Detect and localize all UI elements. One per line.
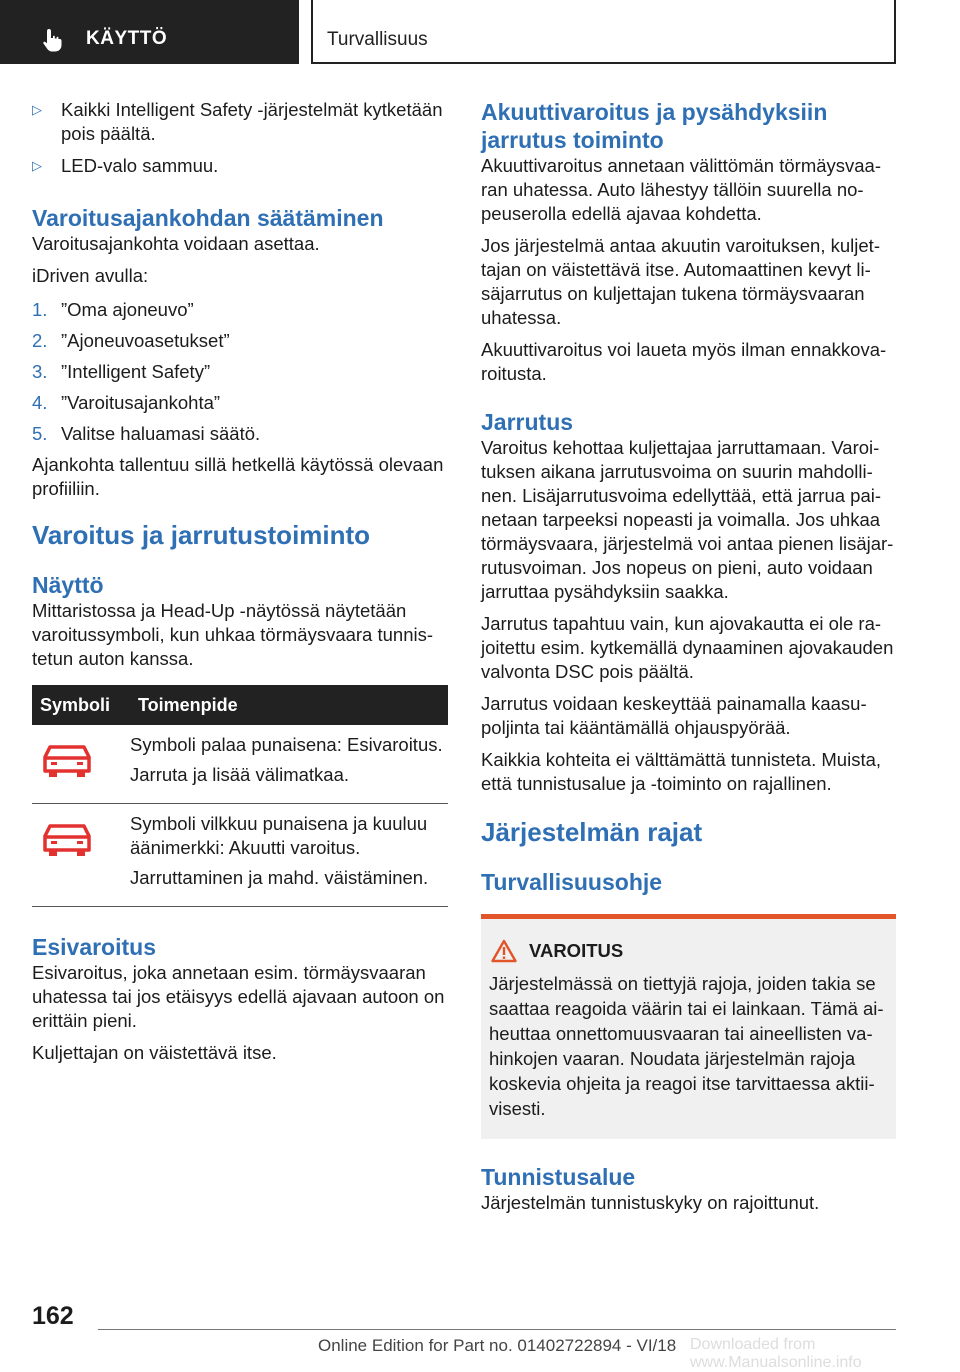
paragraph: Akuuttivaroitus voi laueta myös ilman ennakkovaroitusta.	[481, 339, 887, 384]
paragraph: Kuljettajan on väistettävä itse.	[32, 1042, 277, 1063]
bullet-list	[32, 98, 448, 178]
page-number: 162	[32, 1302, 74, 1330]
table-header-row	[32, 685, 448, 725]
column-header: Toimenpide	[130, 685, 448, 725]
list-item: 2. ”Ajoneuvoasetukset”	[32, 330, 230, 351]
list-item: 1. ”Oma ajoneuvo”	[32, 299, 194, 320]
paragraph: Ajankohta tallentuu sillä hetkellä käytössä olevaan profiiliin.	[32, 454, 444, 499]
warning-box	[481, 914, 896, 1139]
paragraph: Esivaroitus, joka annetaan esim. törmäysvaaran uhatessa tai jos etäisyys edellä ajavaan autoon on erittäin pieni.	[32, 962, 445, 1031]
heading-limits: Järjestelmän rajat	[481, 817, 703, 847]
paragraph: Varoitus kehottaa kuljettajaa jarruttamaan. Varoituksen aikana jarrutusvoima on suurin mahdollinen. Lisäjarrutusvoima edellyttää, että jarrua painetaan tarpeeksi nopeasti ja voimalla. Jos uhkaa törmäysvaara, järjestelmä voi antaa pienen lisäjarrutusvoiman. Jos nopeus on pieni, auto voidaan jarruttaa pysähdyksiin saakka.	[481, 437, 894, 602]
watermark-text: Downloaded from www.Manualsonline.info	[690, 1336, 862, 1371]
section-tab	[311, 0, 896, 64]
table-cell	[32, 804, 130, 907]
heading-acute: Akuuttivaroitus ja pysähdyksiin jarrutus toiminto	[481, 99, 828, 153]
heading-pre-warning: Esivaroitus	[32, 934, 156, 960]
chapter-label: KÄYTTÖ	[86, 28, 168, 49]
list-item: ▷ LED-valo sammuu.	[32, 155, 219, 176]
car-warning-icon	[42, 820, 92, 860]
list-item: 3. ”Intelligent Safety”	[32, 361, 211, 382]
footer-divider	[98, 1329, 896, 1330]
list-item: ▷ Kaikki Intelligent Safety -järjestelmät kytketään pois päältä.	[32, 99, 443, 144]
pointing-hand-icon	[40, 27, 66, 53]
section-label: Turvallisuus	[327, 29, 428, 50]
right-column	[481, 98, 896, 1223]
column-header: Symboli	[32, 685, 130, 725]
table-cell	[32, 725, 130, 804]
page-header	[0, 0, 960, 66]
bullet-marker: ▷	[32, 102, 42, 117]
heading-safety: Turvallisuusohje	[481, 869, 663, 895]
heading-main: Varoitus ja jarrutustoiminto	[32, 520, 371, 550]
page-footer	[0, 1296, 960, 1371]
car-warning-icon	[42, 741, 92, 781]
paragraph: iDriven avulla:	[32, 265, 149, 286]
paragraph: Varoitusajankohta voidaan asettaa.	[32, 233, 320, 254]
steps-list	[32, 298, 448, 446]
paragraph: Järjestelmän tunnistuskyky on rajoittunut.	[481, 1192, 820, 1213]
table-cell: Symboli palaa punaisena: Esivaroitus. Jarruta ja lisää välimatkaa.	[130, 725, 448, 804]
heading-timing: Varoitusajankohdan säätäminen	[32, 205, 384, 231]
warning-triangle-icon	[491, 939, 517, 963]
paragraph: Jarrutus tapahtuu vain, kun ajovakautta ei ole rajoitettu esim. kytkemällä dynaaminen ajovakauden valvonta DSC pois päältä.	[481, 613, 894, 682]
warning-text: Järjestelmässä on tiettyjä rajoja, joiden takia se saattaa reagoida väärin tai ei lainkaan. Tämä aiheuttaa onnettomuusvaaran tai aineellisten vahinkojen vaaran. Noudata järjestelmän rajoja koskevia ohjeita ja reagoi itse tarvittaessa aktiivisesti.	[489, 973, 884, 1119]
paragraph: Akuuttivaroitus annetaan välittömän törmäysvaaran uhatessa. Auto lähestyy tällöin suurella nopeuserolla edellä ajavaa kohdetta.	[481, 155, 882, 224]
paragraph: Jos järjestelmä antaa akuutin varoituksen, kuljettajan on väistettävä itse. Automaattinen kevyt lisäjarrutus on kuljettajan tukena törmäysvaaran uhatessa.	[481, 235, 880, 328]
table-cell: Symboli vilkkuu punaisena ja kuuluu äänimerkki: Akuutti varoitus. Jarruttaminen ja mahd. väistäminen.	[130, 804, 448, 907]
left-column	[32, 98, 448, 1073]
paragraph: Jarrutus voidaan keskeyttää painamalla kaasupoljinta tai kääntämällä ohjauspyörää.	[481, 693, 867, 738]
symbol-table	[32, 685, 448, 907]
list-item: 4. ”Varoitusajankohta”	[32, 392, 221, 413]
edition-text: Online Edition for Part no. 01402722894 - VI/18	[318, 1336, 677, 1355]
table-row	[32, 725, 448, 804]
heading-braking: Jarrutus	[481, 409, 574, 435]
chapter-tab	[0, 0, 299, 64]
table-row	[32, 804, 448, 907]
warning-title: VAROITUS	[489, 939, 888, 963]
heading-display: Näyttö	[32, 572, 104, 598]
paragraph: Mittaristossa ja Head-Up -näytössä näytetään varoitussymboli, kun uhkaa törmäysvaara tunnistetun auton kanssa.	[32, 600, 434, 669]
heading-range: Tunnistusalue	[481, 1164, 636, 1190]
paragraph: Kaikkia kohteita ei välttämättä tunnisteta. Muista, että tunnistusalue ja -toiminto on rajallinen.	[481, 749, 882, 794]
list-item: 5. Valitse haluamasi säätö.	[32, 423, 261, 444]
bullet-marker: ▷	[32, 158, 42, 173]
